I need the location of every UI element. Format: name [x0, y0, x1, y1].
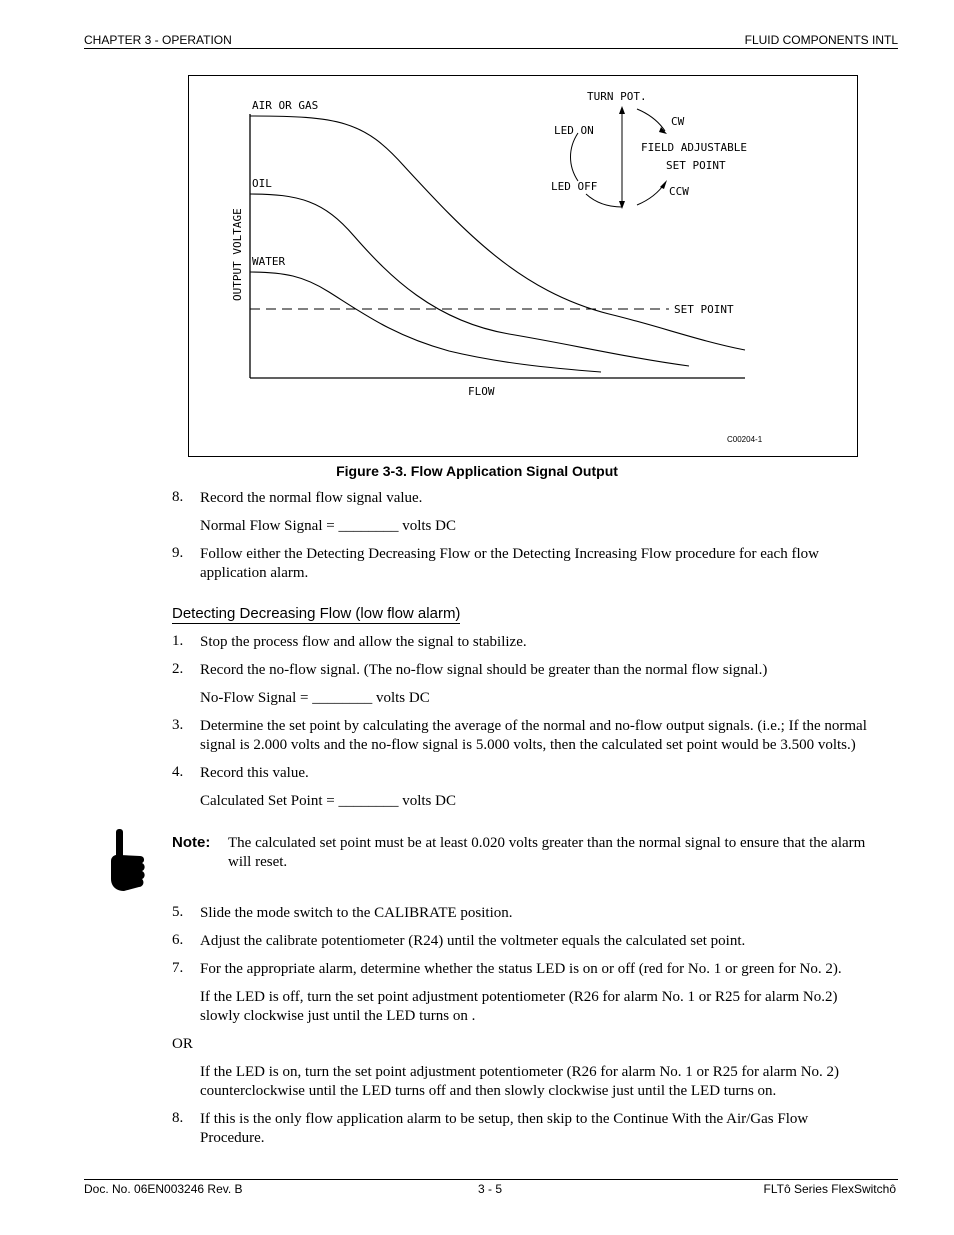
step-text: Adjust the calibrate potentiometer (R24) until the voltmeter equals the calculated set point.: [200, 933, 746, 949]
note-text: will reset.: [228, 854, 288, 870]
step-text: signal is 2.000 volts and the no-flow signal is 5.000 volts, then the calculated set point would be 3.500 volts.): [200, 737, 856, 753]
or-text: OR: [172, 1036, 193, 1052]
footer-product: FLTô Series FlexSwitchô: [763, 1182, 896, 1196]
pointing-hand-icon: [108, 829, 148, 897]
step-subtext: No-Flow Signal = ________ volts DC: [200, 690, 430, 706]
step-text: Record the no-flow signal. (The no-flow signal should be greater than the normal flow signal.): [200, 662, 768, 678]
label-air-or-gas: AIR OR GAS: [252, 99, 319, 112]
turn-pot-arrow-down: [619, 201, 625, 209]
label-flow: FLOW: [468, 385, 495, 398]
figure-caption: Figure 3-3. Flow Application Signal Output: [336, 463, 618, 479]
step-subtext: Normal Flow Signal = ________ volts DC: [200, 518, 456, 534]
header-chapter: CHAPTER 3 - OPERATION: [84, 33, 232, 47]
label-led-off: LED OFF: [551, 180, 598, 193]
section-heading: Detecting Decreasing Flow (low flow alarm): [172, 605, 461, 622]
step-number: 3.: [172, 717, 184, 733]
step-text: If this is the only flow application alarm to be setup, then skip to the Continue With the Air/Gas Flow: [200, 1111, 809, 1127]
label-led-on: LED ON: [554, 124, 594, 137]
step-subtext: If the LED is off, turn the set point adjustment potentiometer (R26 for alarm No. 1 or R25 for alarm No.2): [200, 989, 838, 1005]
step-text: Stop the process flow and allow the signal to stabilize.: [200, 634, 527, 650]
label-cw: CW: [671, 115, 685, 128]
step-number: 4.: [172, 764, 184, 780]
label-set-point: SET POINT: [674, 303, 734, 316]
step-text: Determine the set point by calculating the average of the normal and no-flow output signals. (i.e.; If the normal: [200, 718, 867, 734]
step-subtext: If the LED is on, turn the set point adjustment potentiometer (R26 for alarm No. 1 or R25 for alarm No. 2): [200, 1064, 840, 1080]
water-curve: [250, 272, 601, 372]
step-number: 8.: [172, 1110, 184, 1126]
turn-pot-arrow-up: [619, 106, 625, 114]
step-text: Follow either the Detecting Decreasing Flow or the Detecting Increasing Flow procedure for each flow: [200, 546, 819, 562]
footer-rule: [84, 1179, 898, 1180]
label-turn-pot: TURN POT.: [587, 90, 647, 103]
step-text: Slide the mode switch to the CALIBRATE position.: [200, 905, 513, 921]
flow-signal-figure: [188, 75, 858, 457]
step-text: Procedure.: [200, 1130, 265, 1146]
flow-signal-diagram: [189, 76, 857, 456]
step-text: application alarm.: [200, 565, 309, 581]
label-ccw: CCW: [669, 185, 689, 198]
oil-curve: [250, 194, 689, 366]
label-set-point-dial: SET POINT: [666, 159, 726, 172]
step-subtext: counterclockwise until the LED turns off and then slowly clockwise just until the LED turns on.: [200, 1083, 777, 1099]
dial-bottom-arc: [586, 194, 622, 207]
label-figure-code: C00204-1: [727, 435, 763, 444]
step-text: Record the normal flow signal value.: [200, 490, 423, 506]
step-text: For the appropriate alarm, determine whether the status LED is on or off (red for No. 1 or green for No. 2).: [200, 961, 842, 977]
step-number: 9.: [172, 545, 184, 561]
header-rule: [84, 48, 898, 49]
step-number: 5.: [172, 904, 184, 920]
label-water: WATER: [252, 255, 286, 268]
label-field-adjustable: FIELD ADJUSTABLE: [641, 141, 747, 154]
header-company: FLUID COMPONENTS INTL: [744, 33, 898, 47]
dial-left-arc: [571, 133, 579, 181]
step-subtext: slowly clockwise just until the LED turns on .: [200, 1008, 476, 1024]
step-number: 2.: [172, 661, 184, 677]
footer-page-number: 3 - 5: [478, 1182, 503, 1196]
step-number: 8.: [172, 489, 184, 505]
step-text: Record this value.: [200, 765, 309, 781]
step-number: 7.: [172, 960, 184, 976]
note-text: The calculated set point must be at least 0.020 volts greater than the normal signal to ensure that the alarm: [228, 835, 866, 851]
label-oil: OIL: [252, 177, 272, 190]
step-subtext: Calculated Set Point = ________ volts DC: [200, 793, 456, 809]
step-number: 6.: [172, 932, 184, 948]
label-output-voltage: OUTPUT VOLTAGE: [231, 208, 244, 301]
step-number: 1.: [172, 633, 184, 649]
note-label: Note:: [172, 834, 211, 851]
footer-doc-number: Doc. No. 06EN003246 Rev. B: [84, 1182, 243, 1196]
